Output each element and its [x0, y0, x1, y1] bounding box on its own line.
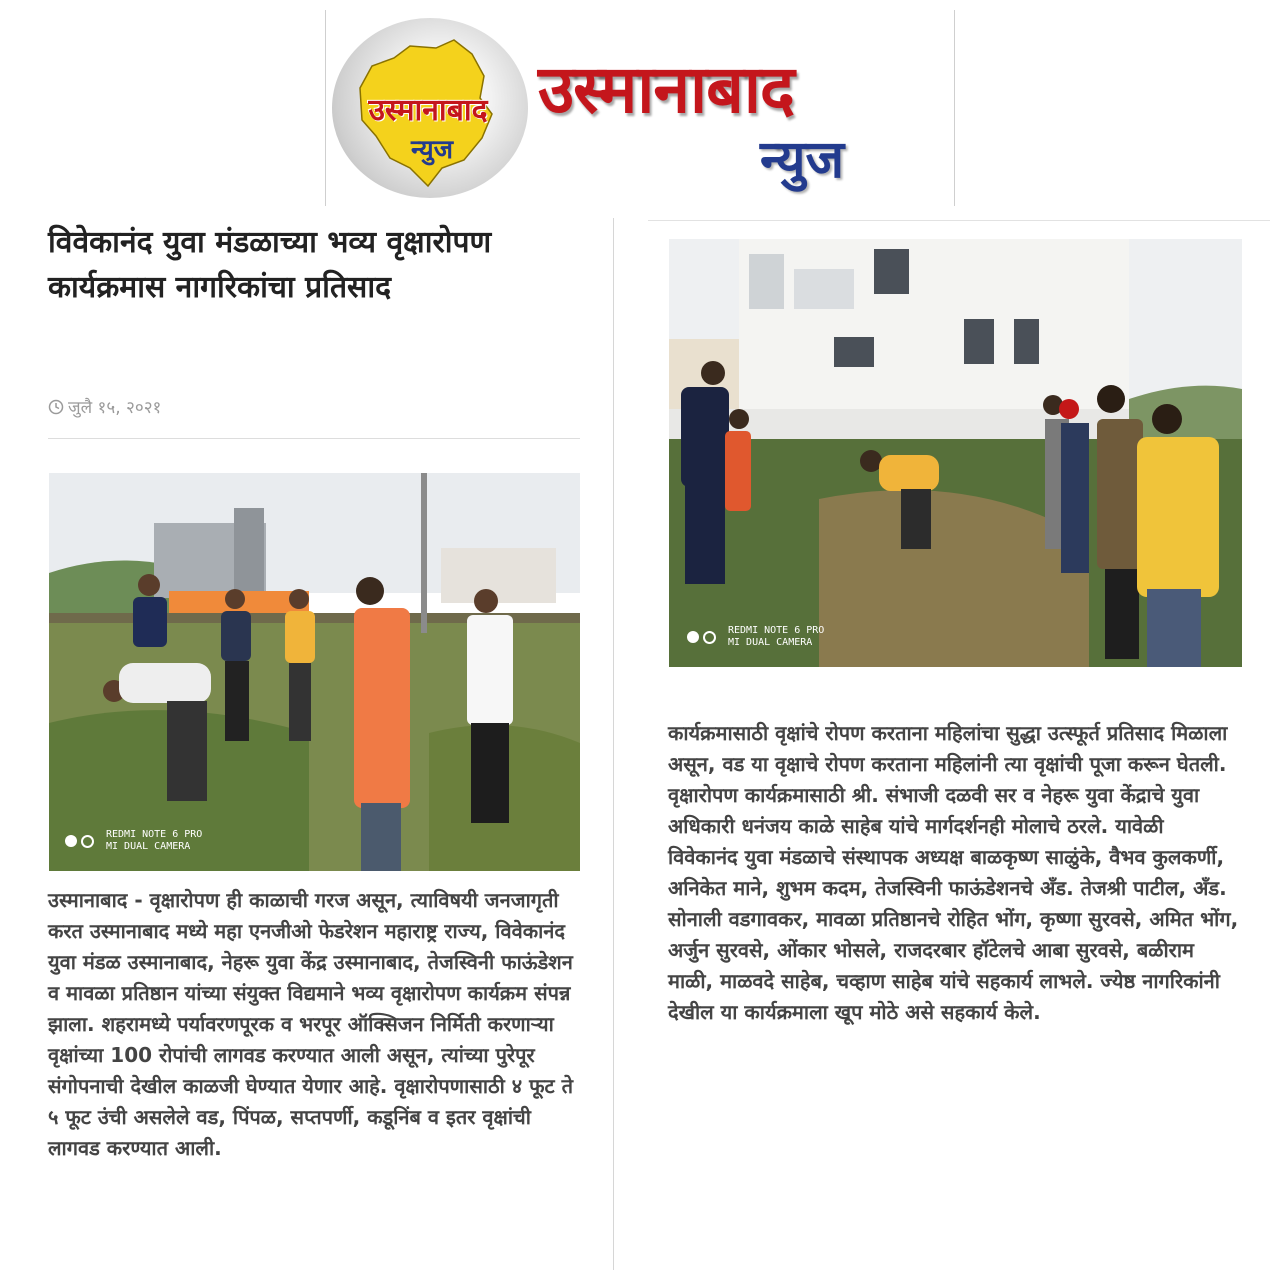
clock-icon — [48, 399, 64, 415]
article-photo-left[interactable] — [49, 473, 580, 871]
site-logo-emblem[interactable] — [332, 18, 528, 198]
camera-watermark-left — [65, 829, 202, 853]
right-column-top-rule — [648, 220, 1270, 221]
watermark-line1: REDMI NOTE 6 PRO — [728, 625, 825, 636]
logo-emblem-text: उस्मानाबाद — [368, 93, 488, 128]
masthead-divider-right — [954, 10, 955, 206]
watermark-line1: REDMI NOTE 6 PRO — [106, 829, 203, 840]
article-headline: विवेकानंद युवा मंडळाच्या भव्य वृक्षारोपण कार्यक्रमास नागरिकांचा प्रतिसाद — [48, 225, 492, 305]
date-separator — [48, 438, 580, 439]
column-divider — [613, 218, 614, 1270]
site-title[interactable]: उस्मानाबाद — [538, 51, 794, 128]
site-subtitle: न्युज — [760, 130, 845, 190]
camera-watermark-right — [687, 625, 824, 649]
article-paragraph-right: कार्यक्रमासाठी वृक्षांचे रोपण करताना महिलांचा सुद्धा उत्स्फूर्त प्रतिसाद मिळाला असून, वड या वृक्षाचे रोपण करताना महिलांनी त्या वृक्षांची पूजा करून घेतली. वृक्षारोपण कार्यक्रमासाठी श्री. संभाजी दळवी सर व नेहरू युवा केंद्राचे युवा अधिकारी धनंजय काळे साहेब यांचे मार्गदर्शनही मोलाचे ठरले. यावेळी विवेकानंद युवा मंडळाचे संस्थापक अध्यक्ष बाळकृष्ण साळुंके, वैभव कुलकर्णी, अनिकेत माने, शुभम कदम, तेजस्विनी फाऊंडेशनचे अँड. तेजश्री पाटील, अँड. सोनाली वडगावकर, मावळा प्रतिष्ठानचे रोहित भोंग, कृष्णा सुरवसे, अमित भोंग, अर्जुन सुरवसे, ओंकार भोसले, राजदरबार हॉटेलचे आबा सुरवसे, बळीराम माळी, माळवदे साहेब, चव्हाण साहेब यांचे सहकार्य लाभले. ज्येष्ठ नागरिकांनी देखील या कार्यक्रमाला खूप मोठे असे सहकार्य केले. — [668, 721, 1239, 1024]
watermark-line2: MI DUAL CAMERA — [106, 841, 191, 852]
article-date — [48, 395, 161, 418]
watermark-line2: MI DUAL CAMERA — [728, 637, 813, 648]
logo-emblem-subtext: न्युज — [410, 135, 454, 165]
article-photo-right[interactable] — [669, 239, 1242, 667]
article-date-text: जुलै १५, २०२१ — [68, 398, 162, 418]
masthead-divider-left — [325, 10, 326, 206]
article-paragraph-left: उस्मानाबाद - वृक्षारोपण ही काळाची गरज असून, त्याविषयी जनजागृती करत उस्मानाबाद मध्ये महा एनजीओ फेडरेशन महाराष्ट्र राज्य, विवेकानंद युवा मंडळ उस्मानाबाद, नेहरू युवा केंद्र उस्मानाबाद, तेजस्विनी फाऊंडेशन व मावळा प्रतिष्ठान यांच्या संयुक्त विद्यमाने भव्य वृक्षारोपण कार्यक्रम संपन्न झाला. शहरामध्ये पर्यावरणपूरक व भरपूर ऑक्सिजन निर्मिती करणाऱ्या वृक्षांच्या 100 रोपांची लागवड करण्यात आली असून, त्यांच्या पुरेपूर संगोपनाची देखील काळजी घेण्यात येणार आहे. वृक्षारोपणासाठी ४ फूट ते ५ फूट उंची असलेले वड, पिंपळ, सप्तपर्णी, कडूनिंब व इतर वृक्षांची लागवड करण्यात आली. — [48, 888, 574, 1160]
